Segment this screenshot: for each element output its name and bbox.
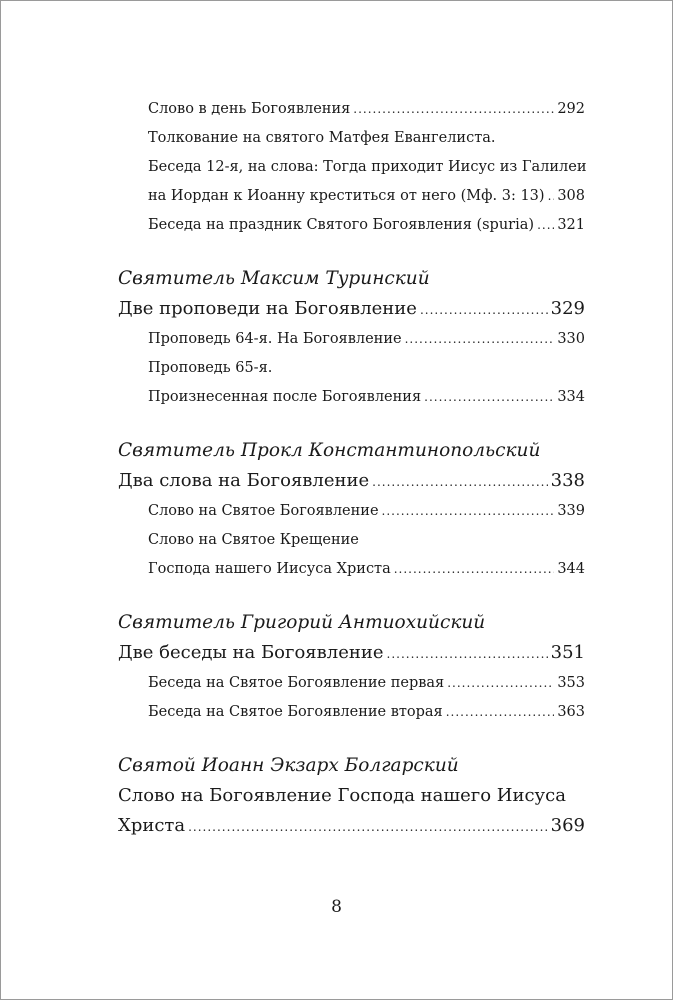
toc-entry[interactable]	[118, 698, 585, 727]
toc-entry	[118, 124, 585, 153]
toc-work	[118, 781, 585, 811]
page-folio-number: 8	[331, 897, 342, 917]
toc-entry	[118, 153, 585, 182]
toc-entry	[118, 354, 585, 383]
toc-entry[interactable]	[118, 325, 585, 354]
dot-leader	[394, 555, 555, 584]
entry-title: Произнесенная после Богоявления	[148, 389, 422, 405]
work-title: Слово на Богоявление Господа нашего Иисуса	[118, 785, 566, 806]
toc-entry[interactable]	[118, 383, 585, 412]
author-heading: Святитель Прокл Константинопольский	[118, 440, 541, 461]
toc-entry[interactable]	[118, 211, 585, 240]
author-heading: Святитель Григорий Антиохийский	[118, 612, 486, 633]
entry-title: Беседа на Святое Богоявление первая	[148, 675, 445, 691]
page-number: 353	[557, 675, 585, 691]
page-number: 292	[557, 101, 585, 117]
page-number: 338	[550, 470, 585, 491]
page-number: 369	[550, 815, 585, 836]
entry-title: Господа нашего Иисуса Христа	[148, 561, 391, 577]
dot-leader	[446, 698, 555, 727]
toc-work[interactable]	[118, 638, 585, 669]
entry-title: Беседа на праздник Святого Богоявления (spuria)	[148, 217, 535, 233]
author-heading: Святой Иоанн Экзарх Болгарский	[118, 755, 459, 776]
page-number: 321	[557, 217, 585, 233]
dot-leader	[424, 383, 554, 412]
work-title: Два слова на Богоявление	[118, 470, 370, 491]
page-number: 329	[550, 298, 585, 319]
page-number: 351	[550, 642, 585, 663]
dot-leader	[420, 294, 548, 325]
dot-leader	[372, 466, 547, 497]
toc-entry[interactable]	[118, 497, 585, 526]
toc-work[interactable]	[118, 294, 585, 325]
page-number: 334	[557, 389, 585, 405]
entry-title: Беседа 12-я, на слова: Тогда приходит Иисус из Галилеи	[148, 159, 587, 175]
dot-leader	[405, 325, 555, 354]
toc-entry	[118, 526, 585, 555]
page-number: 308	[557, 188, 585, 204]
dot-leader	[447, 669, 554, 698]
dot-leader	[387, 638, 548, 669]
toc-entry[interactable]	[118, 182, 585, 211]
dot-leader	[353, 95, 554, 124]
page-number: 330	[557, 331, 585, 347]
entry-title: Слово на Святое Крещение	[148, 532, 359, 548]
entry-title: Толкование на святого Матфея Евангелиста.	[148, 130, 496, 146]
toc-entry[interactable]	[118, 555, 585, 584]
dot-leader	[537, 211, 554, 240]
work-title: Две беседы на Богоявление	[118, 642, 384, 663]
dot-leader	[382, 497, 555, 526]
page-number: 344	[557, 561, 585, 577]
dot-leader	[188, 811, 548, 842]
entry-title: Слово в день Богоявления	[148, 101, 351, 117]
table-of-contents	[118, 95, 585, 842]
work-title: Христа	[118, 815, 186, 836]
dot-leader	[548, 182, 555, 211]
entry-title: на Иордан к Иоанну креститься от него (Мф. 3: 13)	[148, 188, 545, 204]
page-number: 363	[557, 704, 585, 720]
author-heading: Святитель Максим Туринский	[118, 268, 430, 289]
entry-title: Беседа на Святое Богоявление вторая	[148, 704, 443, 720]
toc-entry[interactable]	[118, 95, 585, 124]
work-title: Две проповеди на Богоявление	[118, 298, 417, 319]
toc-work[interactable]	[118, 811, 585, 842]
entry-title: Слово на Святое Богоявление	[148, 503, 379, 519]
entry-title: Проповедь 65-я.	[148, 360, 273, 376]
page-number: 339	[557, 503, 585, 519]
toc-work[interactable]	[118, 466, 585, 497]
entry-title: Проповедь 64-я. На Богоявление	[148, 331, 402, 347]
toc-entry[interactable]	[118, 669, 585, 698]
